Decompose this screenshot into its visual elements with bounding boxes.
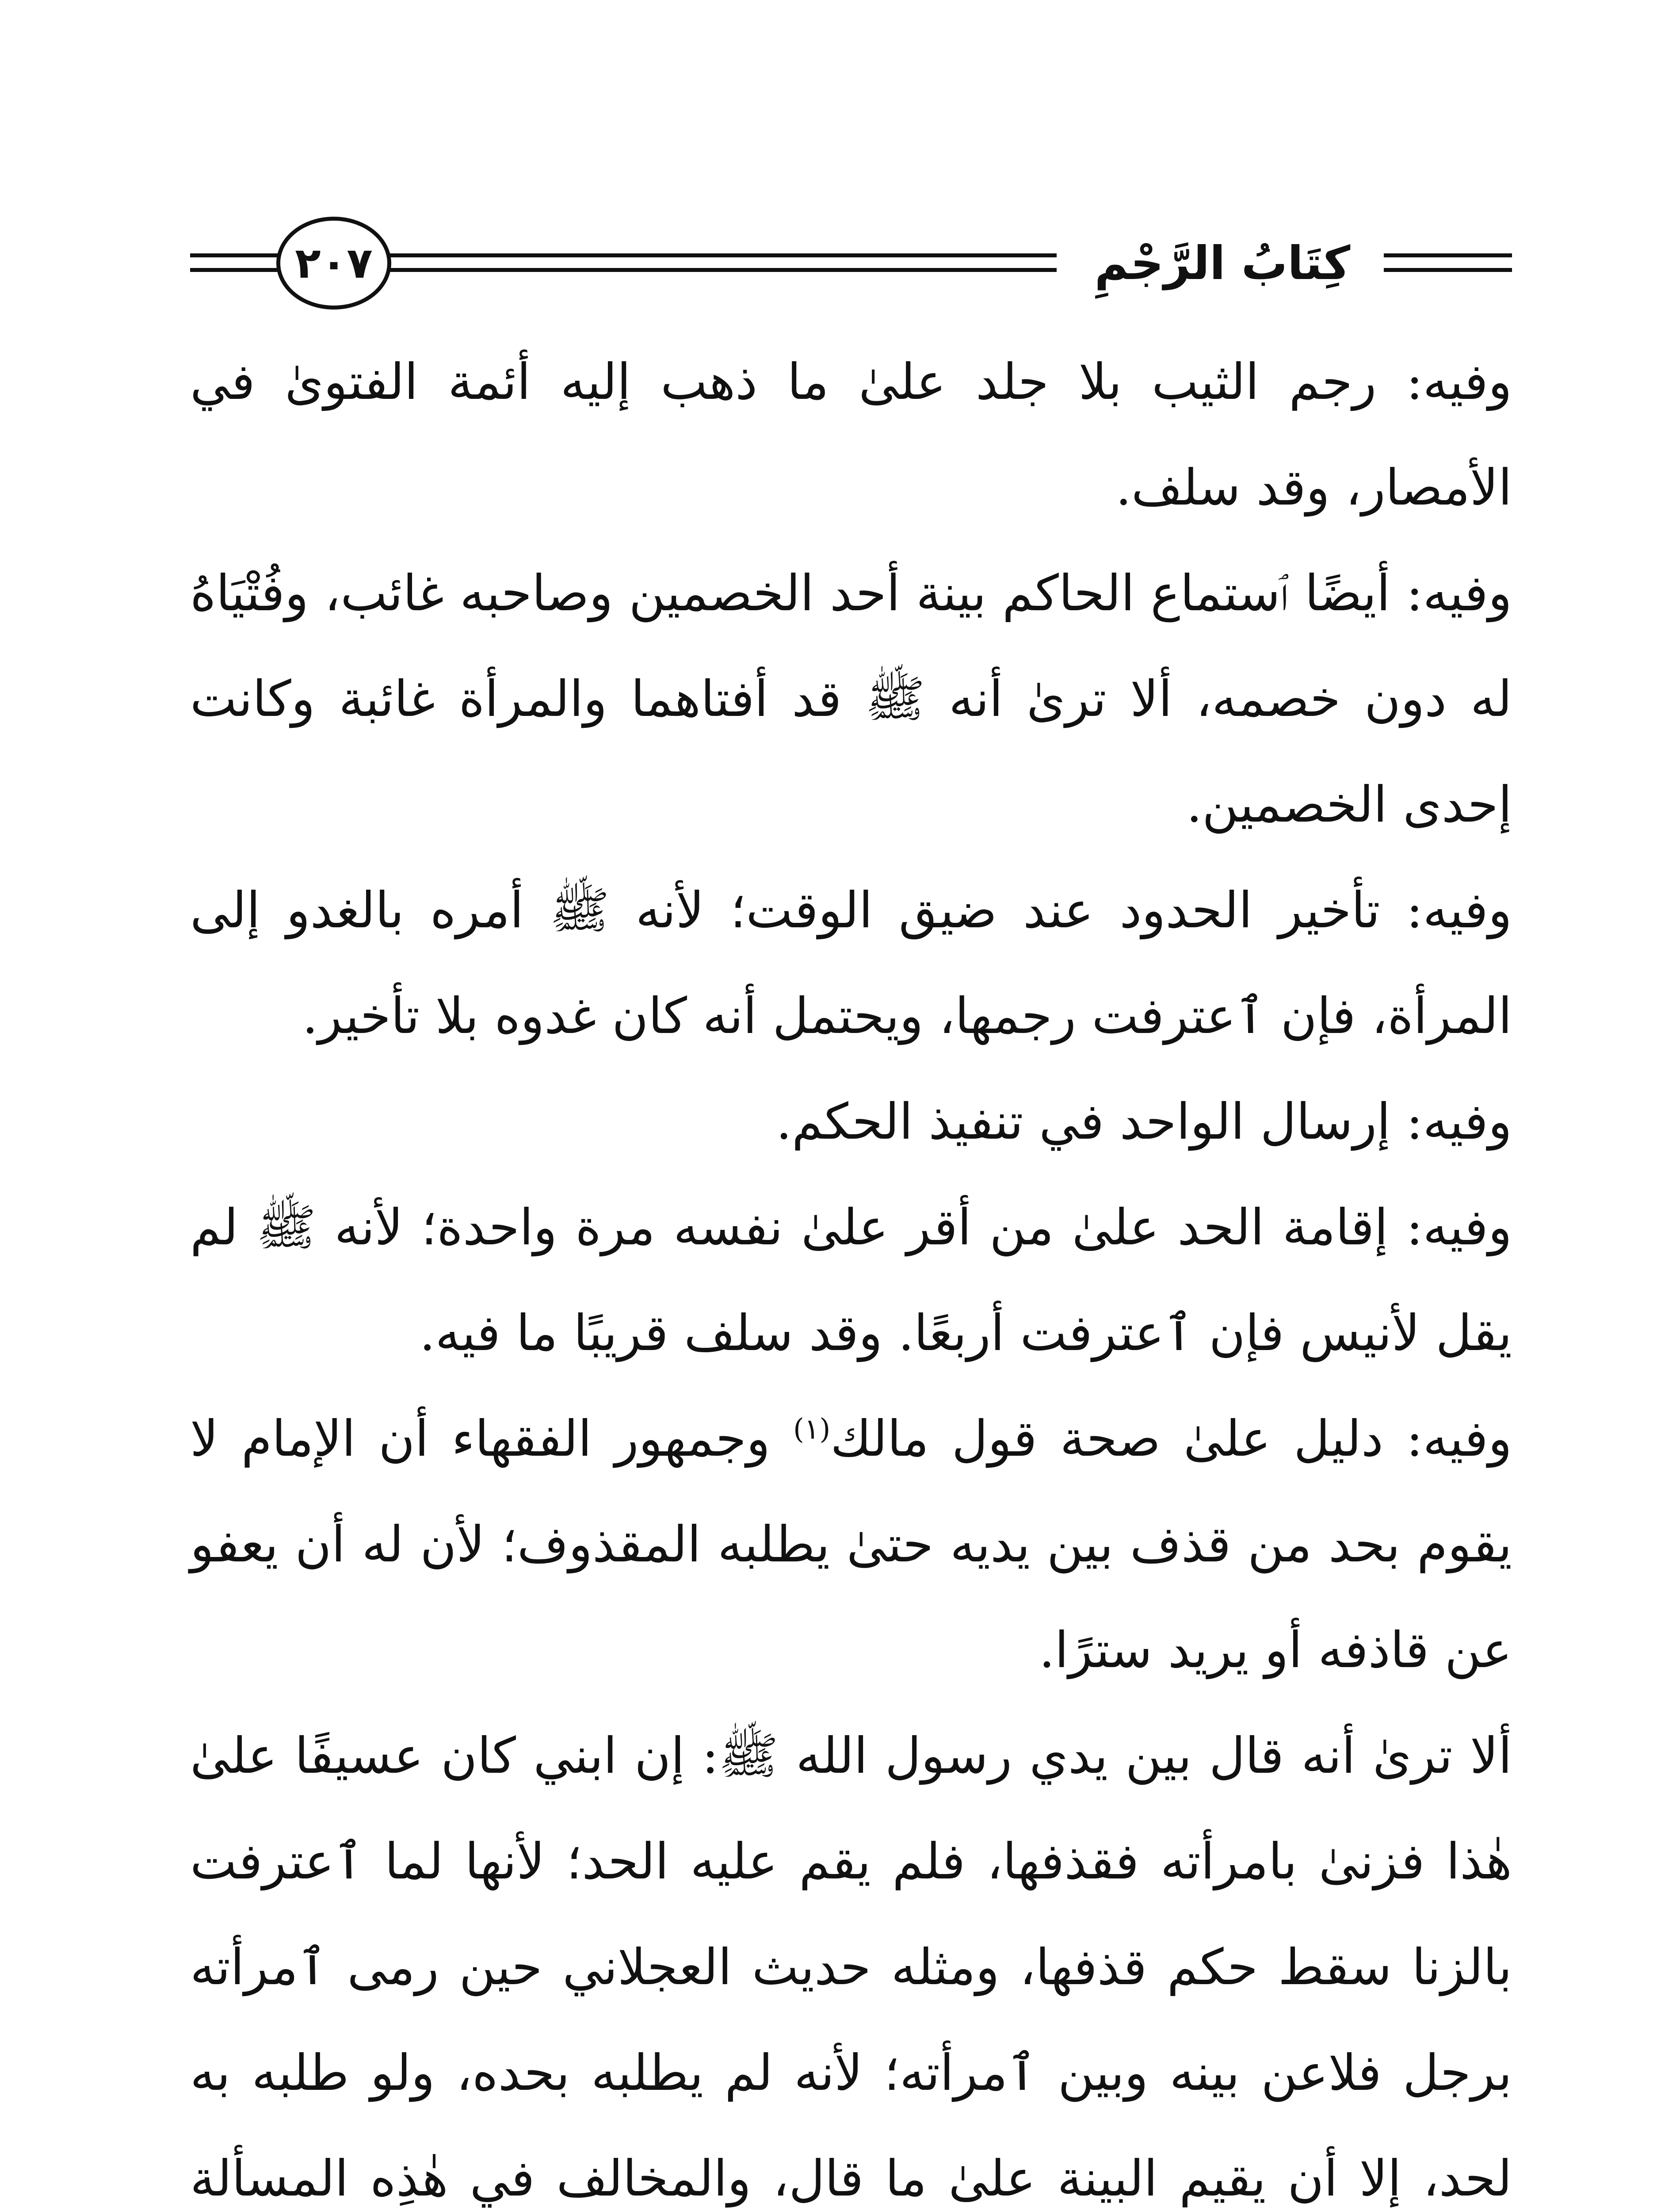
footnote-reference-1: (١) — [793, 1413, 831, 1446]
paragraph-1: وفيه: رجم الثيب بلا جلد علىٰ ما ذهب إليه أئمة الفتوىٰ في الأمصار، وقد سلف. — [190, 353, 1512, 516]
paragraph-6 — [190, 1386, 1512, 1703]
paragraph-5: وفيه: إقامة الحد علىٰ من أقر علىٰ نفسه مرة واحدة؛ لأنه ﷺ لم يقل لأنيس فإن ٱعترفت أربعًا. وقد سلف قريبًا ما فيه. — [190, 1199, 1512, 1362]
paragraph-6-text: وفيه: دليل علىٰ صحة قول مالك — [830, 1410, 1512, 1468]
paragraph-6-text-cont: وجمهور الفقهاء أن الإمام لا يقوم بحد من قذف بين يديه حتىٰ يطلبه المقذوف؛ لأن له أن يعفو عن قاذفه أو يريد سترًا. — [190, 1410, 1512, 1679]
running-header — [190, 212, 1512, 314]
paragraph-7 — [190, 1703, 1512, 2211]
header-rule — [190, 253, 283, 257]
page-number: ٢٠٧ — [295, 238, 373, 288]
header-rule — [190, 268, 283, 272]
page-number-badge — [276, 217, 391, 310]
header-rule — [385, 253, 1057, 257]
header-rule — [1384, 253, 1512, 257]
running-title: كِتَابُ الرَّجْمِ — [1094, 236, 1351, 290]
paragraph-7-text: ألا ترىٰ أنه قال بين يدي رسول الله ﷺ: إن ابني كان عسيفًا علىٰ هٰذا فزنىٰ بامرأته فقذفها، فلم يقم عليه الحد؛ لأنها لما ٱعترفت بالزنا سقط حكم قذفها، ومثله حديث العجلاني حين رمى ٱمرأته برجل فلاعن بينه وبين ٱمرأته؛ لأنه لم يطلبه بحده، ولو طلبه به لحد، إلا أن يقيم البينة علىٰ ما قال، والمخالف في هٰذِه المسألة — [190, 1727, 1512, 2207]
main-text — [190, 329, 1512, 2211]
header-rule — [385, 268, 1057, 272]
paragraph-3: وفيه: تأخير الحدود عند ضيق الوقت؛ لأنه ﷺ أمره بالغدو إلى المرأة، فإن ٱعترفت رجمها، ويحتمل أنه كان غدوه بلا تأخير. — [190, 882, 1512, 1045]
paragraph-4: وفيه: إرسال الواحد في تنفيذ الحكم. — [776, 1093, 1512, 1151]
paragraph-2: وفيه: أيضًا ٱستماع الحاكم بينة أحد الخصمين وصاحبه غائب، وفُتْيَاهُ له دون خصمه، ألا ترىٰ أنه ﷺ قد أفتاهما والمرأة غائبة وكانت إحدى الخصمين. — [190, 565, 1512, 834]
header-rule — [1384, 268, 1512, 272]
